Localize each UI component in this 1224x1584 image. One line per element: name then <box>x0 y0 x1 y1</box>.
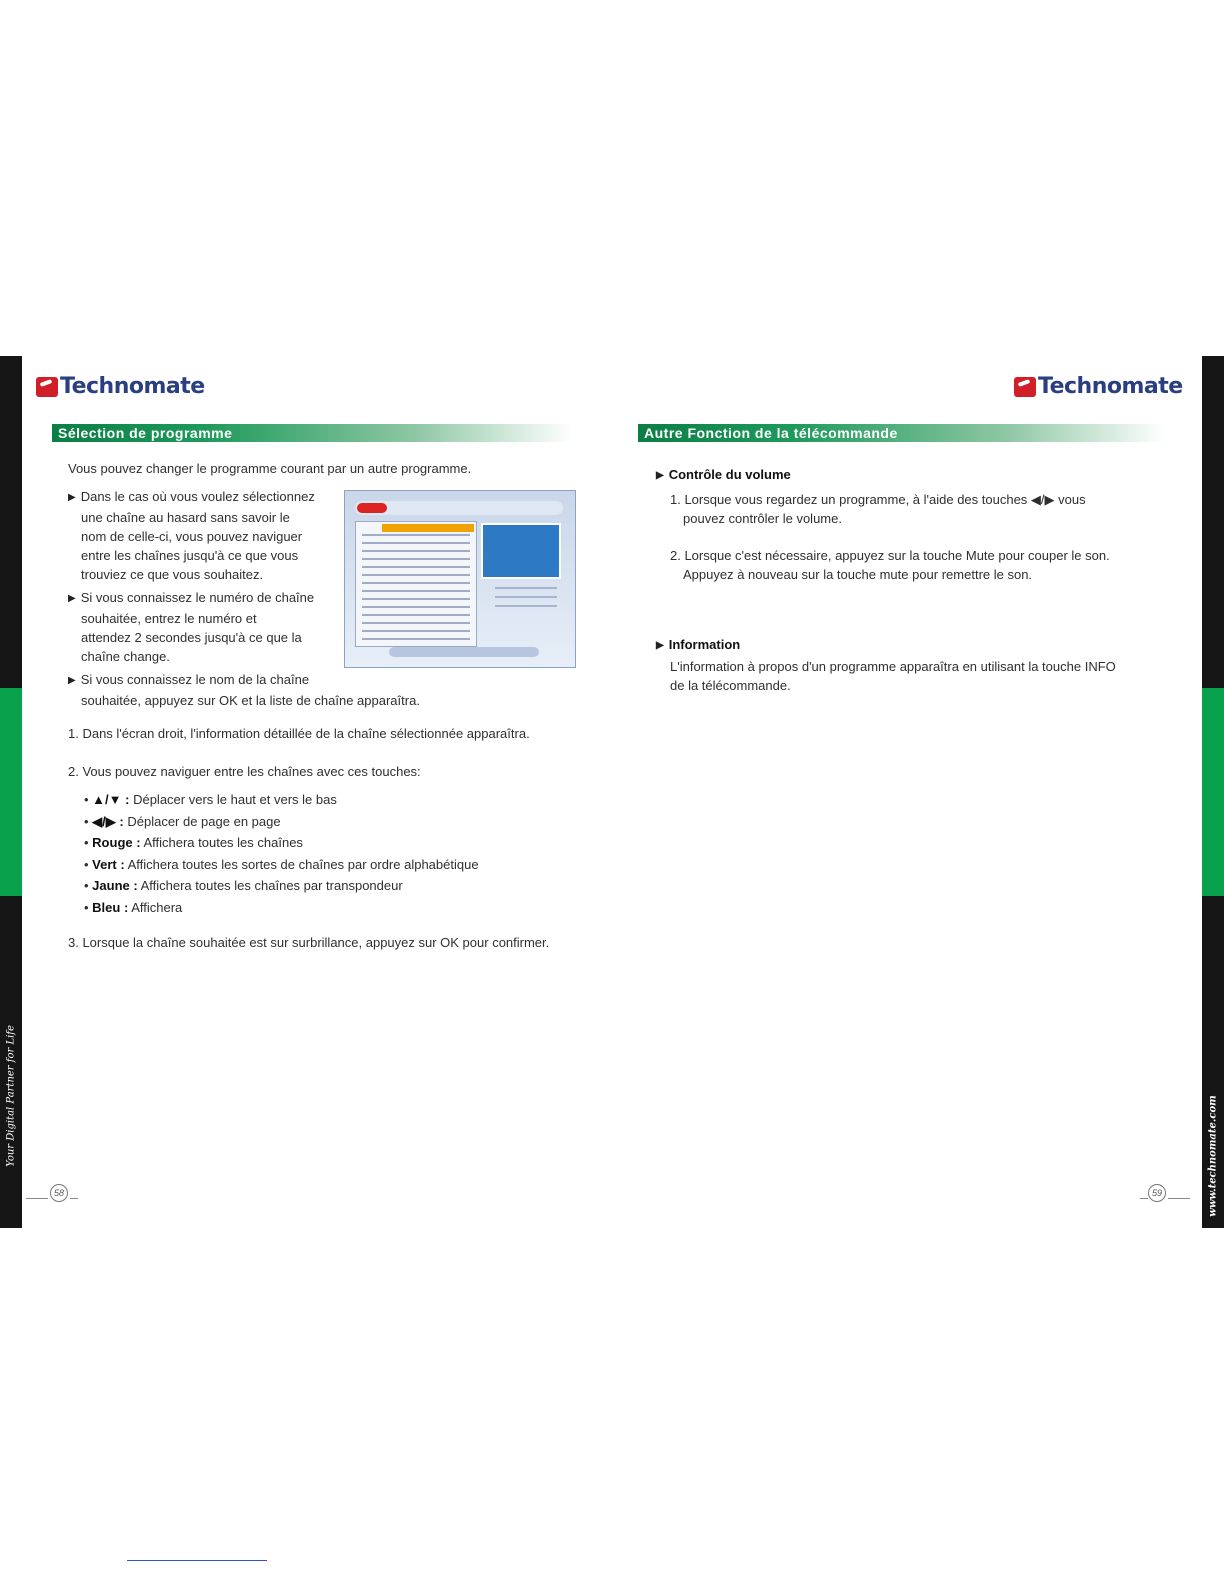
right-page-rule-start <box>1140 1198 1148 1199</box>
step-3: 3. Lorsque la chaîne souhaitée est sur surbrillance, appuyez sur OK pour confirmer. <box>68 935 550 950</box>
key-item: • Rouge : Affichera toutes les chaînes <box>84 832 479 854</box>
info-text: L'information à propos d'un programme apparaîtra en utilisant la touche INFO de la télécommande. <box>670 659 1116 693</box>
left-page-rule-end <box>70 1198 78 1199</box>
left-brand-name: Technomate <box>60 374 205 399</box>
screenshot-list-rows <box>362 534 470 642</box>
left-brand-logo <box>36 374 205 399</box>
bullet-channel-number: ▶ Si vous connaissez le numéro de chaîne souhaitée, entrez le numéro et attendez 2 secondes jusqu'à ce que la chaîne change. <box>68 588 338 666</box>
volume-heading: ▶ Contrôle du volume <box>656 465 791 486</box>
right-page-number: 59 <box>1148 1184 1166 1202</box>
logo-mark-icon <box>36 377 58 397</box>
key-item: • Vert : Affichera toutes les sortes de chaînes par ordre alphabétique <box>84 854 479 876</box>
left-side-tagline: Your Digital Partner for Life <box>5 1025 17 1167</box>
info-heading: ▶ Information <box>656 635 740 656</box>
right-page-rule <box>1168 1198 1190 1199</box>
right-section-title: Autre Fonction de la télécommande <box>644 425 898 441</box>
step-2: 2. Vous pouvez naviguer entre les chaînes avec ces touches: <box>68 764 421 779</box>
left-edge-strip <box>0 356 22 1228</box>
bullet-channel-name: ▶ Si vous connaissez le nom de la chaîne souhaitée, appuyez sur OK et la liste de chaîne apparaîtra. <box>68 670 548 710</box>
right-brand-name: Technomate <box>1038 374 1183 399</box>
screenshot-preview-window <box>481 523 561 579</box>
left-page-number: 58 <box>50 1184 68 1202</box>
footer-underline <box>127 1560 267 1561</box>
logo-mark-icon <box>1014 377 1036 397</box>
key-item: • Bleu : Affichera <box>84 897 479 919</box>
right-edge-strip <box>1202 356 1224 1228</box>
left-page-rule <box>26 1198 48 1199</box>
left-section-title: Sélection de programme <box>58 425 233 441</box>
screenshot-highlight-row <box>382 524 474 532</box>
key-item: • Jaune : Affichera toutes les chaînes par transpondeur <box>84 875 479 897</box>
right-edge-green-band <box>1202 688 1224 896</box>
volume-step-1: 1. Lorsque vous regardez un programme, à l'aide des touches ◀/▶ vous pouvez contrôler le volume. <box>670 492 1086 526</box>
key-item: • ▲/▼ : Déplacer vers le haut et vers le bas <box>84 789 479 811</box>
step-1: 1. Dans l'écran droit, l'information détaillée de la chaîne sélectionnée apparaîtra. <box>68 726 530 741</box>
channel-list-screenshot <box>344 490 576 668</box>
intro-text: Vous pouvez changer le programme courant par un autre programme. <box>68 461 472 476</box>
right-brand-logo <box>1014 374 1183 399</box>
key-list <box>84 789 479 919</box>
screenshot-channel-list <box>355 521 477 647</box>
key-item: • ◀/▶ : Déplacer de page en page <box>84 811 479 833</box>
left-section-bar <box>52 424 572 442</box>
bullet-random-navigation: ▶ Dans le cas où vous voulez sélectionnez une chaîne au hasard sans savoir le nom de celle-ci, vous pouvez naviguer entre les chaînes jusqu'à ce que vous trouviez ce que vous souhaitez. <box>68 487 338 584</box>
volume-step-2: 2. Lorsque c'est nécessaire, appuyez sur la touche Mute pour couper le son. Appuyez à nouveau sur la touche mute pour remettre le son. <box>670 548 1110 582</box>
right-section-bar <box>638 424 1166 442</box>
left-edge-green-band <box>0 688 22 896</box>
right-side-url: www.technomate.com <box>1207 1095 1219 1217</box>
screenshot-bottom-bar <box>389 647 539 657</box>
screenshot-info-panel <box>495 587 557 613</box>
screenshot-red-button <box>357 503 387 513</box>
